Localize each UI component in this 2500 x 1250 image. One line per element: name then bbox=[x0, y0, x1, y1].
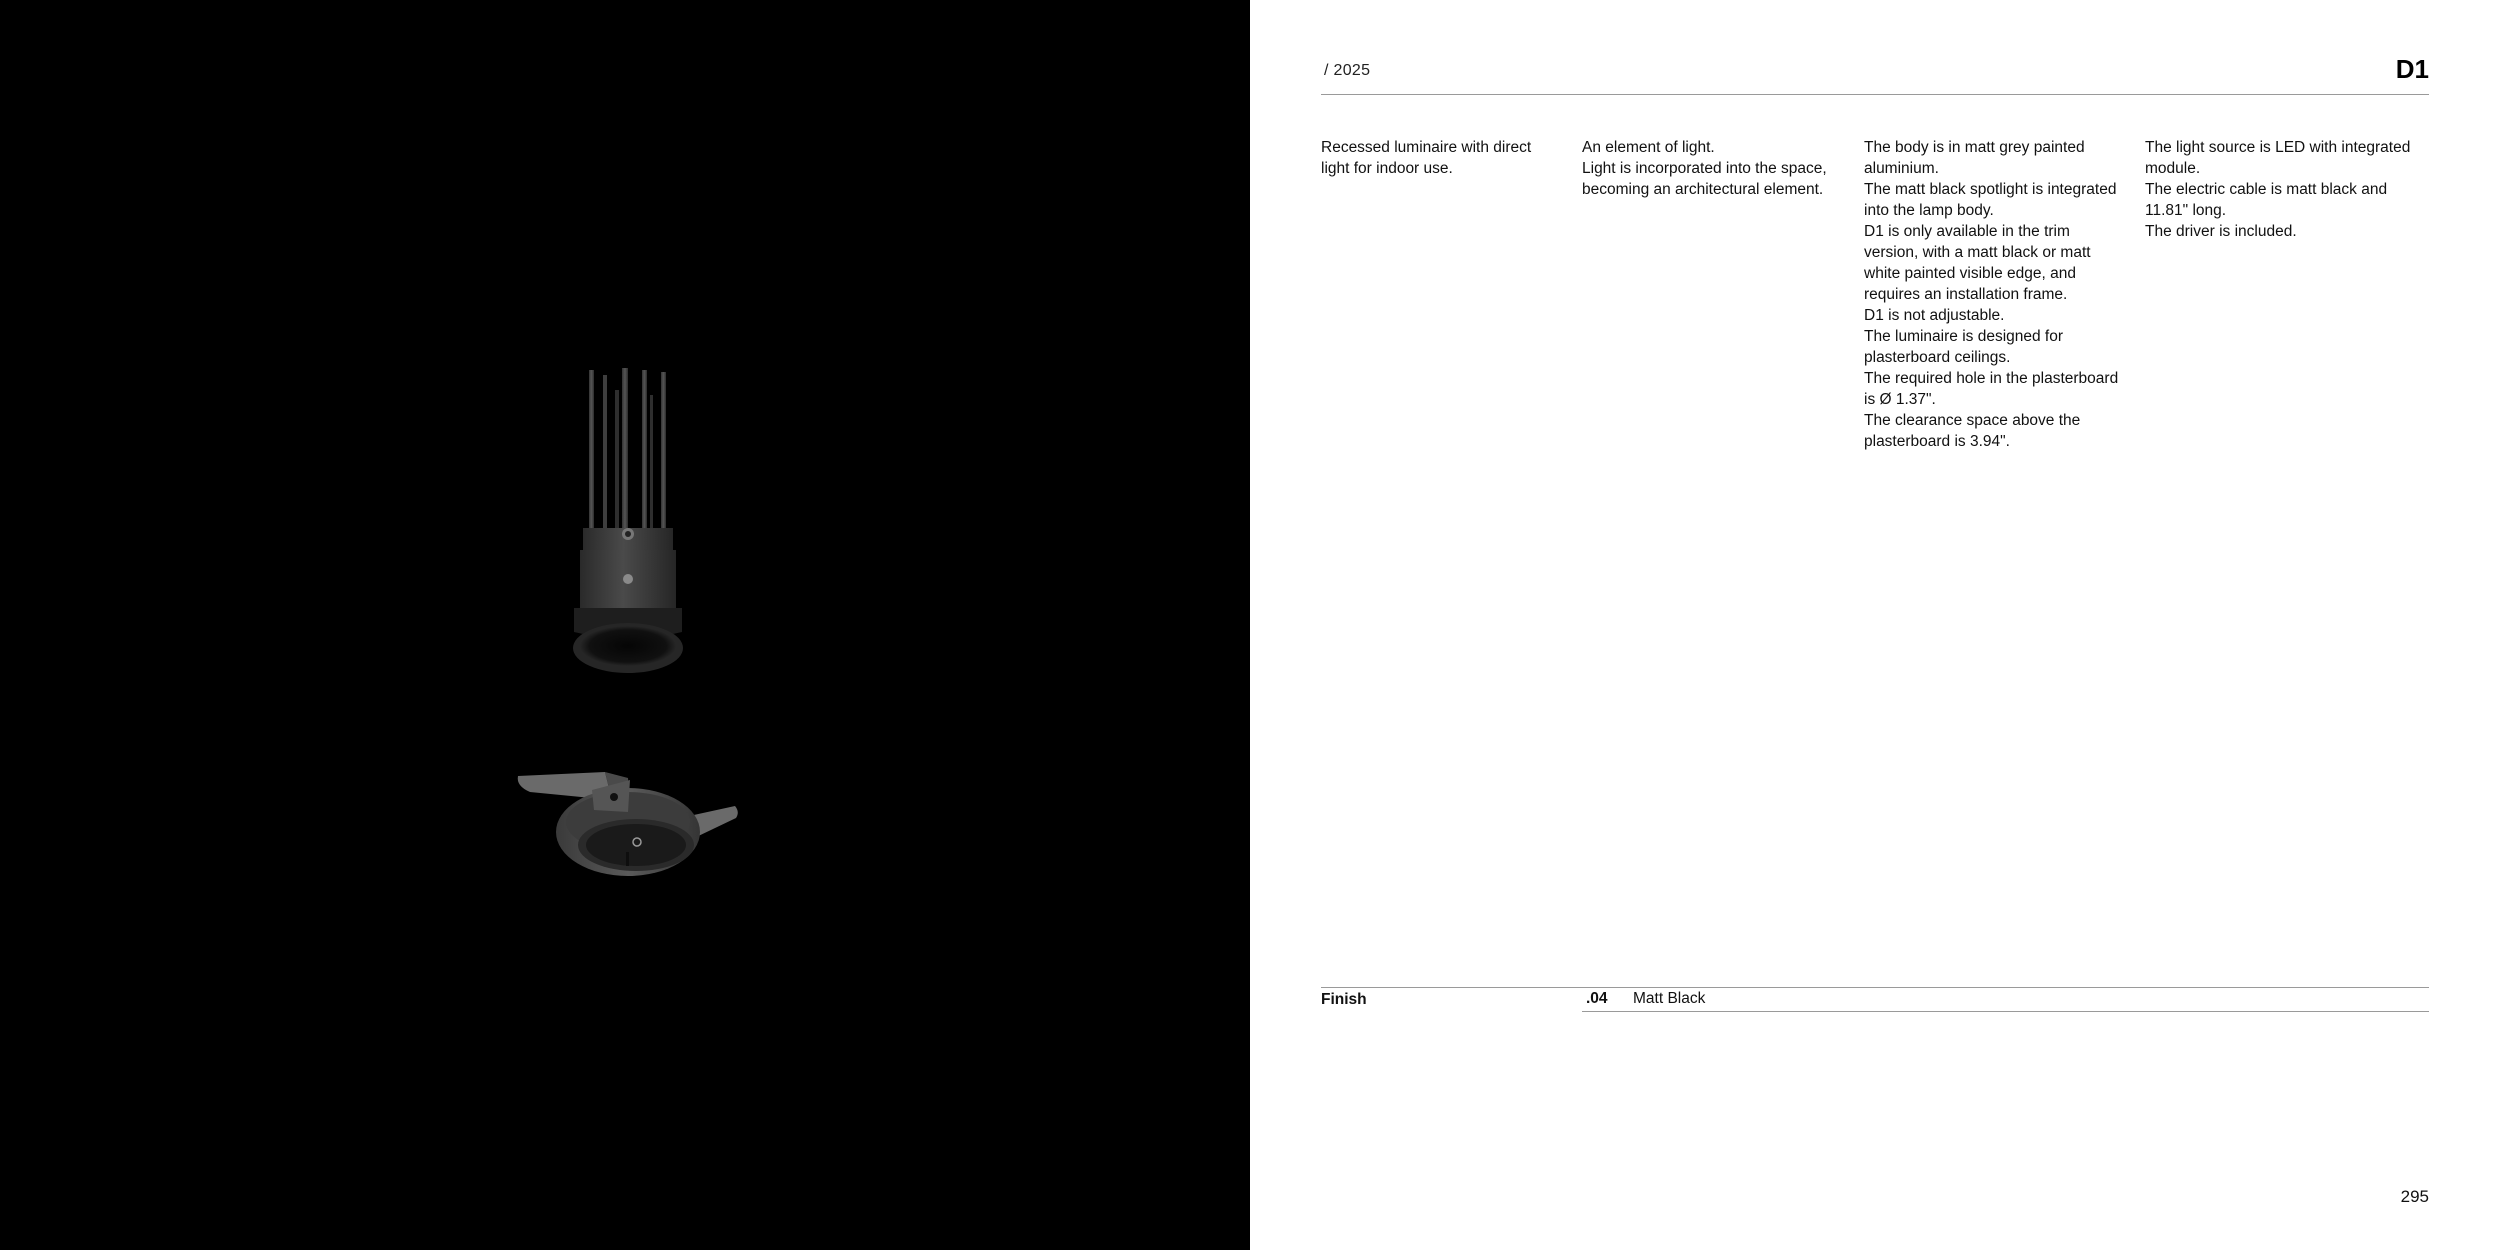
description-line: The required hole in the plasterboard is Ø 1.37". bbox=[1864, 370, 2119, 408]
description-column-3 bbox=[1864, 137, 2126, 452]
description-line: D1 is only available in the trim version, with a matt black or matt white painted visible edge, and requires an installation frame. bbox=[1864, 223, 2091, 303]
description-line: The matt black spotlight is integrated into the lamp body. bbox=[1864, 181, 2117, 219]
finish-code: .04 bbox=[1586, 990, 1608, 1007]
finish-divider-top bbox=[1321, 987, 2429, 988]
product-code: D1 bbox=[2395, 54, 2429, 84]
description-line: The body is in matt grey painted aluminium. bbox=[1864, 139, 2085, 177]
luminaire-body bbox=[573, 368, 683, 673]
installation-frame bbox=[518, 772, 738, 876]
description-line: The driver is included. bbox=[2145, 223, 2297, 240]
catalogue-year: / 2025 bbox=[1324, 62, 1371, 79]
description-line: The electric cable is matt black and 11.81" long. bbox=[2145, 181, 2388, 219]
description-line: Light is incorporated into the space, becoming an architectural element. bbox=[1582, 160, 1827, 198]
finish-divider-bottom bbox=[1582, 1011, 2429, 1012]
page-number: 295 bbox=[2400, 1187, 2429, 1206]
header-divider bbox=[1321, 94, 2429, 95]
finish-label: Finish bbox=[1321, 991, 1367, 1008]
description-line: An element of light. bbox=[1582, 139, 1715, 156]
description-line: The luminaire is designed for plasterboard ceilings. bbox=[1864, 328, 2064, 366]
description-line: Recessed luminaire with direct light for indoor use. bbox=[1321, 139, 1532, 177]
description-column-4 bbox=[2145, 137, 2415, 242]
description-line: The light source is LED with integrated module. bbox=[2145, 139, 2411, 177]
description-column-2 bbox=[1582, 137, 1837, 200]
description-column-1 bbox=[1321, 137, 1551, 179]
description-line: D1 is not adjustable. bbox=[1864, 307, 2005, 324]
description-line: The clearance space above the plasterboard is 3.94". bbox=[1864, 412, 2081, 450]
finish-name: Matt Black bbox=[1633, 990, 1706, 1007]
